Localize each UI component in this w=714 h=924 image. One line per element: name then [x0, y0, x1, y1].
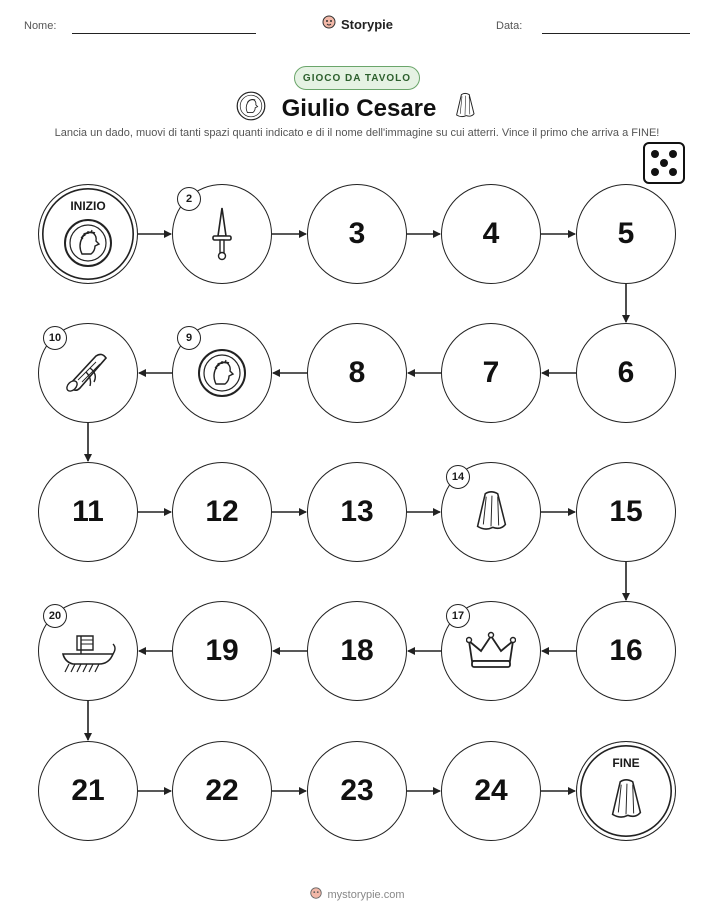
board-space — [38, 601, 138, 701]
board-space — [441, 323, 541, 423]
footer-url: mystorypie.com — [327, 888, 405, 901]
board-space — [441, 184, 541, 284]
board-space — [307, 462, 407, 562]
space-number: 13 — [340, 495, 374, 528]
date-label: Data: — [496, 20, 523, 32]
dagger-icon — [209, 206, 235, 262]
board-space — [576, 601, 676, 701]
space-number: 5 — [617, 217, 635, 250]
coin-icon — [63, 218, 113, 268]
board-space — [576, 323, 676, 423]
space-number: 22 — [205, 774, 239, 807]
board-space — [172, 184, 272, 284]
space-number: 8 — [348, 356, 366, 389]
board-space — [38, 462, 138, 562]
space-number: 21 — [71, 774, 105, 807]
start-label: INIZIO — [70, 199, 106, 213]
board-space — [172, 323, 272, 423]
board-space — [576, 184, 676, 284]
scroll-icon — [60, 348, 116, 398]
space-number: 9 — [177, 326, 201, 350]
coin-icon — [197, 348, 247, 398]
board-space — [307, 601, 407, 701]
board-space — [441, 462, 541, 562]
board-space — [576, 462, 676, 562]
space-number: 19 — [205, 634, 239, 667]
board-space — [172, 462, 272, 562]
space-number: 10 — [43, 326, 67, 350]
space-number: 18 — [340, 634, 374, 667]
name-label: Nome: — [24, 20, 57, 32]
space-number: 3 — [348, 217, 366, 250]
board-space — [307, 741, 407, 841]
instructions: Lancia un dado, muovi di tanti spazi quanti indicato e di il nome dell'immagine su cui atterri. Vince il primo che arriva a FINE! — [54, 127, 660, 139]
toga-icon — [471, 488, 511, 536]
board-space — [441, 601, 541, 701]
space-number: 23 — [340, 774, 374, 807]
space-number: 11 — [72, 495, 104, 528]
category-badge: GIOCO DA TAVOLO — [294, 66, 420, 90]
space-number: 15 — [609, 495, 643, 528]
space-number: 7 — [482, 356, 500, 389]
footer — [0, 886, 714, 903]
space-number: 2 — [177, 187, 201, 211]
space-number: 12 — [205, 495, 239, 528]
finish-space — [576, 741, 676, 841]
board-space — [38, 741, 138, 841]
board-space — [172, 741, 272, 841]
crown-icon — [466, 631, 516, 671]
start-space — [38, 184, 138, 284]
board-space — [172, 601, 272, 701]
space-number: 24 — [474, 774, 508, 807]
galley-icon — [59, 628, 117, 674]
page-title: Giulio Cesare — [281, 94, 437, 122]
toga-icon — [606, 776, 646, 824]
finish-label: FINE — [612, 756, 640, 770]
space-number: 16 — [609, 634, 643, 667]
board-space — [307, 323, 407, 423]
board-space — [38, 323, 138, 423]
space-number: 14 — [446, 465, 470, 489]
space-number: 17 — [446, 604, 470, 628]
space-number: 6 — [617, 356, 635, 389]
brand-name: Storypie — [340, 17, 393, 32]
space-number: 20 — [43, 604, 67, 628]
mascot-icon — [309, 886, 323, 903]
board-space — [307, 184, 407, 284]
space-number: 4 — [482, 217, 500, 250]
board-space — [441, 741, 541, 841]
